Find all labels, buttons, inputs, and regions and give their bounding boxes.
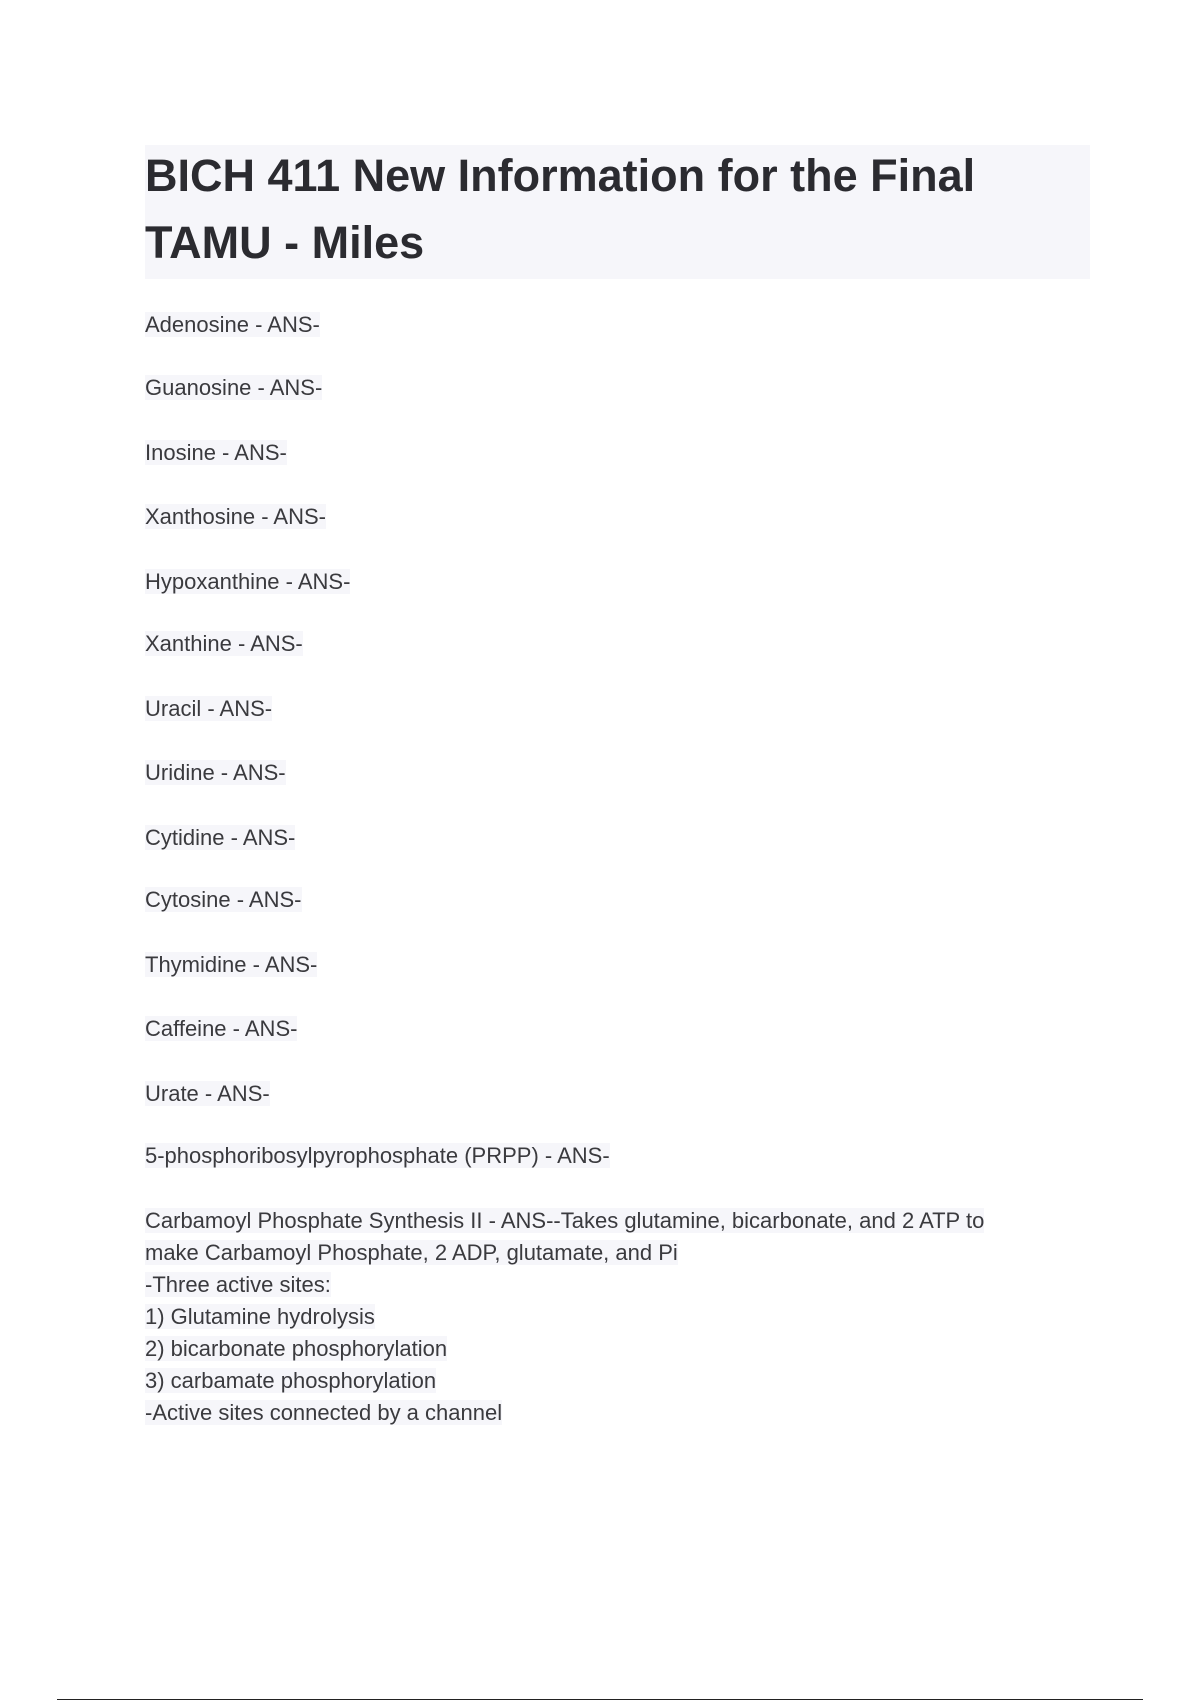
entry-text: Xanthosine - ANS- (145, 504, 326, 529)
entry-uridine (145, 757, 286, 789)
entry-xanthosine (145, 501, 326, 533)
title-line-1: BICH 411 New Information for the Final (145, 150, 976, 201)
entry-text: Caffeine - ANS- (145, 1016, 298, 1041)
paragraph-line (145, 1301, 1090, 1333)
entry-text: Hypoxanthine - ANS- (145, 569, 351, 594)
line-text: 3) carbamate phosphorylation (145, 1368, 437, 1393)
entry-text: Cytidine - ANS- (145, 825, 296, 850)
title-line-2: TAMU - Miles (145, 217, 425, 268)
paragraph-line (145, 1269, 1090, 1301)
entry-guanosine (145, 372, 322, 404)
paragraph-line (145, 1205, 1090, 1237)
entry-cytosine (145, 884, 302, 916)
entry-text: Guanosine - ANS- (145, 375, 323, 400)
entry-text: Adenosine - ANS- (145, 312, 320, 337)
document-title (145, 145, 1090, 279)
entry-cytidine (145, 822, 295, 854)
line-text: Carbamoyl Phosphate Synthesis II - ANS--Takes glutamine, bicarbonate, and 2 ATP to (145, 1208, 985, 1233)
entry-hypoxanthine (145, 566, 350, 598)
line-text: 2) bicarbonate phosphorylation (145, 1336, 448, 1361)
entry-text: Uridine - ANS- (145, 760, 286, 785)
entry-text: Cytosine - ANS- (145, 887, 302, 912)
entry-urate (145, 1078, 270, 1110)
paragraph-line (145, 1333, 1090, 1365)
entry-thymidine (145, 949, 317, 981)
entry-text: Thymidine - ANS- (145, 952, 318, 977)
entry-text: Xanthine - ANS- (145, 631, 303, 656)
line-text: -Active sites connected by a channel (145, 1400, 503, 1425)
line-text: make Carbamoyl Phosphate, 2 ADP, glutamate, and Pi (145, 1240, 678, 1265)
entry-carbamoyl-phosphate-synthesis (145, 1205, 1090, 1429)
entry-text: 5-phosphoribosylpyrophosphate (PRPP) - ANS- (145, 1143, 610, 1168)
paragraph-line (145, 1397, 1090, 1429)
paragraph-line (145, 1365, 1090, 1397)
entry-adenosine (145, 309, 320, 341)
line-text: -Three active sites: (145, 1272, 331, 1297)
line-text: 1) Glutamine hydrolysis (145, 1304, 375, 1329)
paragraph-line (145, 1237, 1090, 1269)
entry-text: Urate - ANS- (145, 1081, 270, 1106)
entry-text: Uracil - ANS- (145, 696, 273, 721)
entry-xanthine (145, 628, 303, 660)
entry-inosine (145, 437, 287, 469)
entry-text: Inosine - ANS- (145, 440, 287, 465)
entry-caffeine (145, 1013, 297, 1045)
entry-uracil (145, 693, 272, 725)
entry-prpp (145, 1140, 610, 1172)
